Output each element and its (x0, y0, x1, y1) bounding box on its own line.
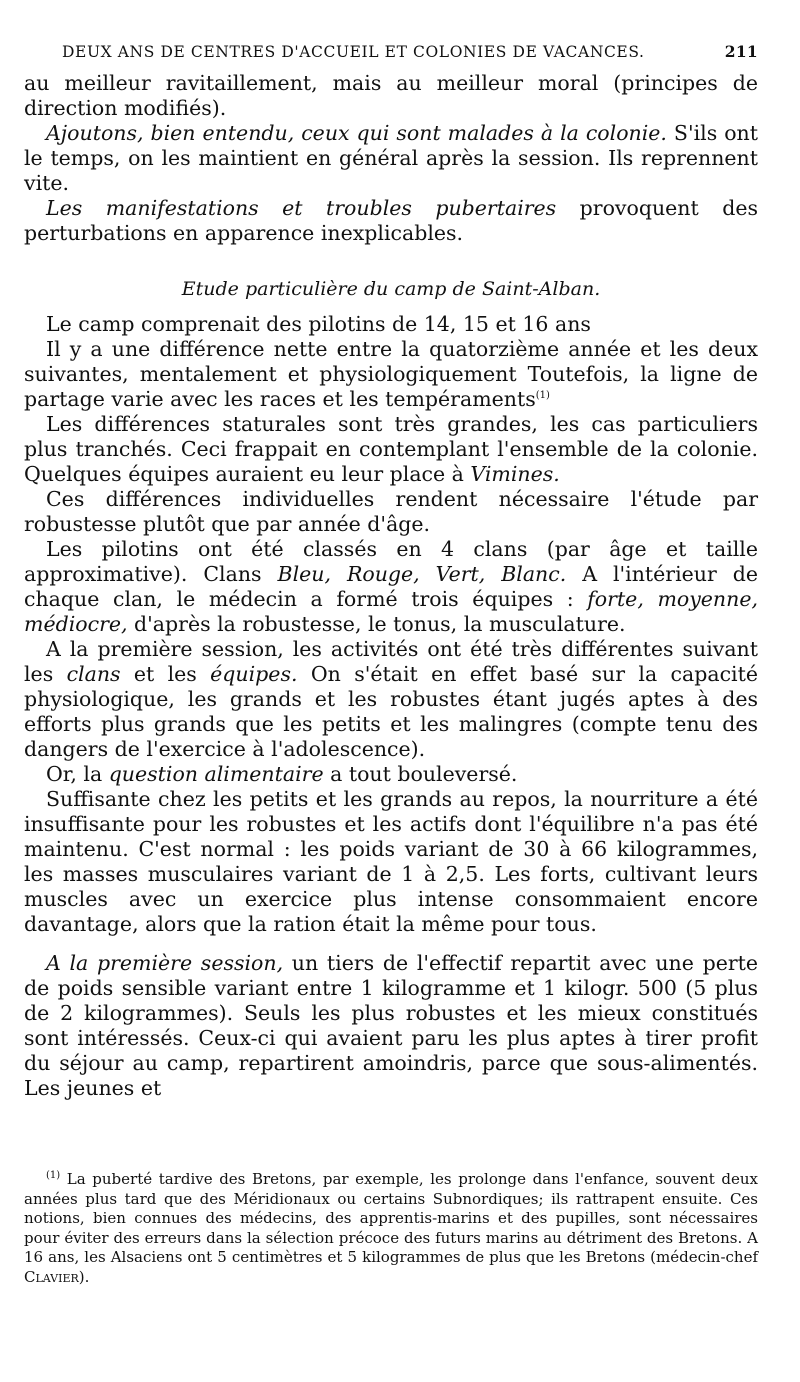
text: Le camp comprenait des pilotins de 14, 15 et 16 ans (46, 312, 591, 336)
italic-phrase: équipes. (210, 662, 298, 686)
text: et les (120, 662, 211, 686)
paragraph-9 (24, 951, 758, 1101)
paragraph-intro-3 (24, 196, 758, 246)
paragraph-intro-2 (24, 121, 758, 196)
text: A l'intérieur de chaque clan, le médecin a formé trois équipes : (24, 562, 758, 611)
paragraph-4 (24, 487, 758, 537)
paragraph-6 (24, 637, 758, 762)
text: Or, la (46, 762, 109, 786)
paragraph-3 (24, 412, 758, 487)
text: Les différences staturales sont très grandes, les cas particuliers plus tranchés. Ceci frappait en contemplant l'ensemble de la colonie. Quelques équipes auraient eu leur place à (24, 412, 758, 486)
italic-phrase: Vimines. (470, 462, 560, 486)
page-number: 211 (724, 42, 758, 61)
italic-phrase: Ajoutons, bien entendu, ceux qui sont malades à la colonie. (46, 121, 667, 145)
paragraph-intro-1 (24, 71, 758, 121)
footnote-mark: (1) (46, 1170, 61, 1181)
footnote-reference: (1) (535, 390, 550, 402)
text: Il y a une différence nette entre la quatorzième année et les deux suivantes, mentalement et physiologiquement Toutefois, la ligne de partage varie avec les races et les tempéraments (24, 337, 758, 411)
text: d'après la robustesse, le tonus, la musculature. (127, 612, 626, 636)
running-title: DEUX ANS DE CENTRES D'ACCUEIL ET COLONIES DE VACANCES. (62, 43, 645, 61)
paragraph-gap (24, 937, 758, 951)
text: A la première session, les activités ont été très différentes suivant les (24, 637, 758, 686)
running-header (24, 42, 758, 61)
italic-phrase: question alimentaire (108, 762, 324, 786)
section-heading: Etude particulière du camp de Saint-Alban. (181, 278, 601, 300)
footnotes (24, 1170, 758, 1287)
main-text (24, 71, 758, 1101)
text: Les pilotins ont été classés en 4 clans (par âge et taille approximative). Clans (24, 537, 758, 586)
paragraph-8 (24, 787, 758, 937)
text: Ces différences individuelles rendent nécessaire l'étude par robustesse plutôt que par année d'âge. (24, 487, 758, 536)
paragraph-7 (24, 762, 758, 787)
text: provoquent des perturbations en apparence inexplicables. (24, 196, 758, 245)
paragraph-2 (24, 337, 758, 412)
text: un tiers de l'effectif repartit avec une perte de poids sensible variant entre 1 kilogramme et 1 kilogr. 500 (5 plus de 2 kilogrammes). Seuls les plus robustes et les mieux constitués sont intéressés. Ceux-ci qui avaient paru les plus aptes à tirer profit du séjour au camp, repartirent amoindris, parce que sous-alimentés. Les jeunes et (24, 951, 758, 1100)
text: On s'était en effet basé sur la capacité physiologique, les grands et les robustes étant jugés aptes à des efforts plus grands que les petits et les malingres (compte tenu des dangers de l'exercice à l'adolescence). (24, 662, 758, 761)
text: ). (78, 1267, 90, 1286)
italic-phrase: Bleu, Rouge, Vert, Blanc. (277, 562, 567, 586)
italic-phrase: A la première session, (46, 951, 284, 975)
text: S'ils ont le temps, on les maintient en général après la session. Ils reprennent vite. (24, 121, 758, 195)
paragraph-1 (24, 312, 758, 337)
footnote-1 (24, 1170, 758, 1287)
italic-phrase: forte, moyenne, médiocre, (24, 587, 758, 636)
italic-phrase: Les manifestations et troubles pubertaires (46, 196, 557, 220)
text: La puberté tardive des Bretons, par exemple, les prolonge dans l'enfance, souvent deux années plus tard que des Méridionaux ou certains Subnordiques; ils rattrapent ensuite. Ces notions, bien connues des médecins, des apprentis-marins et des pupilles, sont nécessaires pour éviter des erreurs dans la sélection précoce des futurs marins au détriment des Bretons. A 16 ans, les Alsaciens ont 5 centimètres et 5 kilogrammes de plus que les Bretons (médecin-chef (24, 1170, 758, 1266)
paragraph-5 (24, 537, 758, 637)
italic-phrase: clans (66, 662, 121, 686)
text: au meilleur ravitaillement, mais au meilleur moral (principes de direction modifiés). (24, 71, 758, 120)
text: Suffisante chez les petits et les grands au repos, la nourriture a été insuffisante pour les robustes et les actifs dont l'équilibre n'a pas été maintenu. C'est normal : les poids variant de 30 à 66 kilogrammes, les masses musculaires variant de 1 à 2,5. Les forts, cultivant leurs muscles avec un exercice plus intense consommaient encore davantage, alors que la ration était la même pour tous. (24, 787, 758, 936)
text: a tout bouleversé. (323, 762, 518, 786)
author-name: Clavier (24, 1267, 79, 1286)
